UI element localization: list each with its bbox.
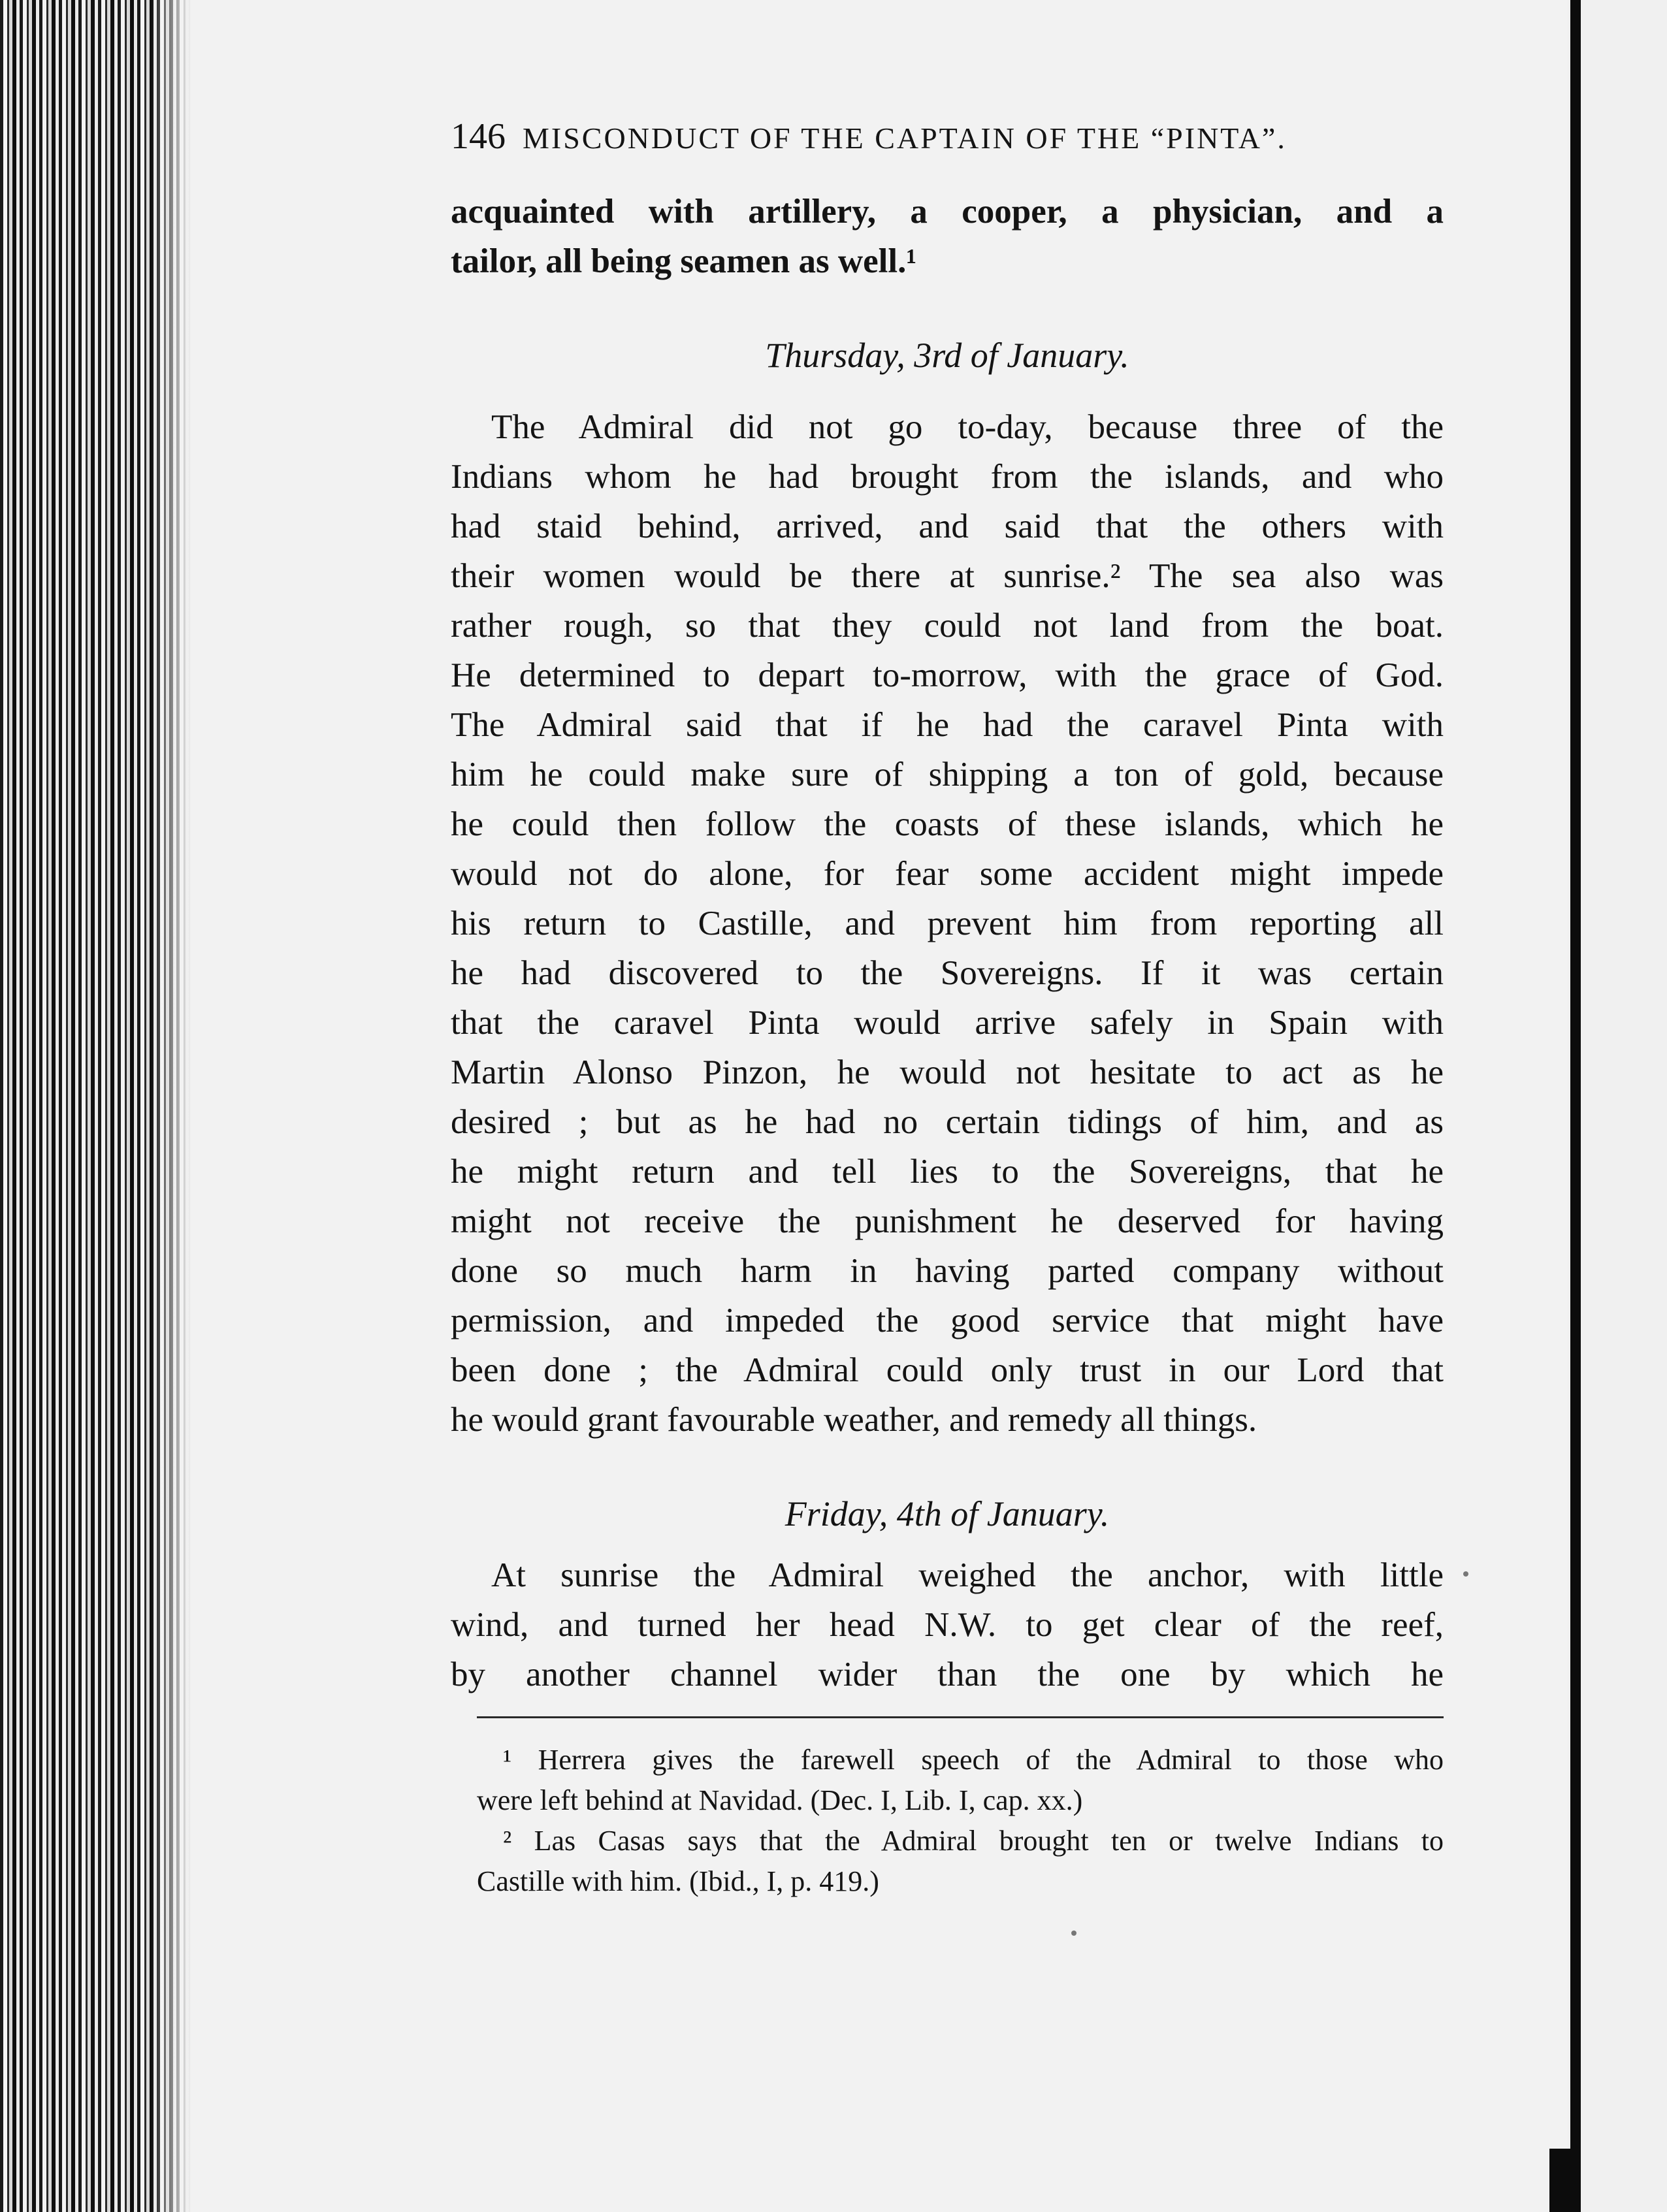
- page-number: 146: [451, 116, 506, 157]
- running-head-title: MISCONDUCT OF THE CAPTAIN OF THE “PINTA”.: [523, 121, 1287, 155]
- book-page: [444, 104, 1450, 2103]
- text-line: rather rough, so that they could not land from the boat.: [451, 607, 1444, 645]
- text-line: wind, and turned her head N.W. to get clear of the reef,: [451, 1606, 1444, 1644]
- footnote-line: Castille with him. (Ibid., I, p. 419.): [477, 1865, 879, 1897]
- footnote-line: were left behind at Navidad. (Dec. I, Lib. I, cap. xx.): [477, 1784, 1083, 1816]
- text-line: their women would be there at sunrise.² The sea also was: [451, 557, 1444, 595]
- text-line: he would grant favourable weather, and remedy all things.: [451, 1401, 1257, 1439]
- text-line: by another channel wider than the one by which he: [451, 1656, 1444, 1693]
- text-line: been done ; the Admiral could only trust in our Lord that: [451, 1351, 1444, 1389]
- thursday-paragraph: [451, 402, 1444, 1445]
- section-heading-thursday: Thursday, 3rd of January.: [765, 336, 1129, 375]
- text-line: him he could make sure of shipping a ton of gold, because: [451, 756, 1444, 793]
- scan-speck: [1071, 1931, 1076, 1936]
- binding-corner: [1549, 2149, 1581, 2212]
- text-line: At sunrise the Admiral weighed the anchor, with little: [491, 1556, 1444, 1594]
- text-line: The Admiral said that if he had the caravel Pinta with: [451, 706, 1444, 744]
- continuation-paragraph: [451, 187, 1444, 286]
- text-line: he might return and tell lies to the Sovereigns, that he: [451, 1153, 1444, 1191]
- footnote-line: ² Las Casas says that the Admiral brought ten or twelve Indians to: [503, 1825, 1444, 1857]
- text-line: he had discovered to the Sovereigns. If it was certain: [451, 954, 1444, 992]
- scan-speck: [1463, 1571, 1468, 1577]
- text-line: would not do alone, for fear some accident might impede: [451, 855, 1444, 893]
- footnote-line: ¹ Herrera gives the farewell speech of the Admiral to those who: [503, 1744, 1444, 1776]
- text-line: The Admiral did not go to-day, because three of the: [491, 408, 1444, 446]
- text-line: might not receive the punishment he deserved for having: [451, 1202, 1444, 1240]
- text-line: permission, and impeded the good service that might have: [451, 1302, 1444, 1339]
- binding-edge: [1570, 0, 1581, 2212]
- text-line: he could then follow the coasts of these islands, which he: [451, 805, 1444, 843]
- text-line: his return to Castille, and prevent him from reporting all: [451, 905, 1444, 942]
- text-line: He determined to depart to-morrow, with the grace of God.: [451, 656, 1444, 694]
- text-line: done so much harm in having parted company without: [451, 1252, 1444, 1290]
- book-edge-shadow: [152, 0, 191, 2212]
- section-heading-friday: Friday, 4th of January.: [785, 1494, 1110, 1533]
- footnote-1: [477, 1740, 1444, 1821]
- friday-paragraph: [451, 1550, 1444, 1699]
- text-line: tailor, all being seamen as well.¹: [451, 242, 917, 280]
- running-head: [451, 114, 1378, 161]
- right-margin: [1568, 0, 1667, 2212]
- text-line: desired ; but as he had no certain tidings of him, and as: [451, 1103, 1444, 1141]
- text-line: Indians whom he had brought from the islands, and who: [451, 458, 1444, 496]
- footnote-divider: [477, 1716, 1444, 1718]
- text-line: Martin Alonso Pinzon, he would not hesitate to act as he: [451, 1053, 1444, 1091]
- text-line: acquainted with artillery, a cooper, a physician, and a: [451, 193, 1444, 231]
- text-line: that the caravel Pinta would arrive safely in Spain with: [451, 1004, 1444, 1042]
- text-line: had staid behind, arrived, and said that the others with: [451, 507, 1444, 545]
- footnote-2: [477, 1821, 1444, 1902]
